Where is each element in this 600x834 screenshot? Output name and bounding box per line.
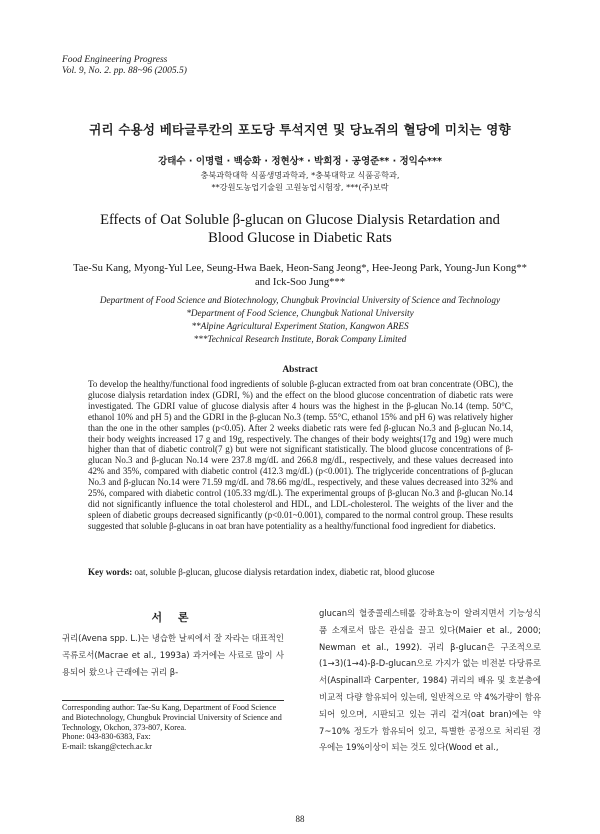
footnote-author: Corresponding author: Tae-Su Kang, Department of Food Science and Biotechnology, Chungbuk Provincial University of Science and Technology, Okchon, 373-807, Korea.: [62, 703, 282, 732]
keywords-text: oat, soluble β-glucan, glucose dialysis retardation index, diabetic rat, blood glucose: [132, 567, 435, 577]
english-title-line-2: Blood Glucose in Diabetic Rats: [208, 230, 392, 246]
abstract-heading: Abstract: [282, 365, 318, 375]
footnote-email: E-mail: tskang@ctech.ac.kr: [62, 742, 152, 752]
abstract-text: To develop the healthy/functional food ingredients of soluble β-glucan extracted from oat bran concentrate (OBC), the glucose dialysis retardation index (GDRI, %) and the effect on the blood glucose concentration of diabetic rats were investigated. The GDRI value of glucose dialysis after 4 hours was the highest in the β-glucan No.14 (temp. 50°C, ethanol 10% and pH 5) and the GDRI in the β-glucan No.3 (temp. 55°C, ethanol 15% and pH 6) was relatively higher than the one in the other samples (p<0.05). After 2 weeks diabetic rats were fed β-glucan No.3 and β-glucan No.14, their body weights increased 17 g and 19g, respectively. The changes of their body weights(17g and 19g) were much higher than that of diabetic control(7 g) but were not significant statistically. The blood glucose concentrations of β-glucan No.3 and β-glucan No.14 were 237.8 mg/dL and 266.8 mg/dL, respectively, and these values decreased into 42% and 35%, compared with diabetic control (412.3 mg/dL) (p<0.001). The triglyceride concentrations of β-glucan No.3 and β-glucan No.14 were 71.59 mg/dL and 78.66 mg/dL, respectively, and these values decreased into 32% and 25%, compared with diabetic control (105.33 mg/dL). The experimental groups of β-glucan No.3 and β-glucan No.14 did not significantly influence the total cholesterol and HDL, and LDL-cholesterol. The weights of the liver and the spleen of diabetic groups decreased significantly (p<0.01~0.001), compared to the normal control group. These results suggested that soluble β-glucans in oat bran have potentiality as a healthy/functional food ingredient for diabetics.: [88, 379, 513, 531]
keywords-label: Key words:: [88, 567, 133, 577]
journal-header: [62, 55, 187, 77]
english-affiliation-1: Department of Food Science and Biotechnology, Chungbuk Provincial University of Science and Technology: [99, 295, 501, 305]
english-affiliation-4: ***Technical Research Institute, Borak Company Limited: [193, 334, 407, 344]
keywords: [88, 567, 518, 578]
footnote-phone: Phone: 043-830-6383, Fax:: [62, 732, 151, 742]
intro-right-column: glucan의 혈중콜레스테롤 강하효능이 알려지면서 기능성식품 소재로서 많은 관심을 끌고 있다(Maier et al., 2000; Newman et al., 1992). 귀리 β-glucan은 구조적으로 (1→3)(1→4)-β-D-glucan으로 가지가 없는 비전분 다당류로서(Aspinall과 Carpenter, 1984) 귀리의 배유 및 호분층에 비교적 다량 함유되어 있는데, 일반적으로 약 4%가량이 함유되어 있으며, 시판되고 있는 귀리 겉겨(oat bran)에는 약 7~10% 정도가 함유되어 있고, 특별한 공정으로 처리된 경우에는 19%이상이 되는 것도 있다(Wood et al.,: [319, 608, 541, 753]
korean-affiliation-1: 충북과학대학 식품생명과학과, *충북대학교 식품공학과,: [200, 170, 400, 180]
korean-title: 귀리 수용성 베타글루칸의 포도당 투석지연 및 당뇨쥐의 혈당에 미치는 영향: [89, 122, 511, 137]
intro-left-column: 귀리(Avena spp. L.)는 냉습한 날씨에서 잘 자라는 대표적인 곡류로서(Macrae et al., 1993a) 과거에는 사료로 많이 사용되어 왔으나 근래에는 귀리 β-: [62, 633, 284, 677]
journal-name: Food Engineering Progress: [62, 55, 168, 65]
english-title: [0, 211, 600, 247]
english-title-line-1: Effects of Oat Soluble β-glucan on Glucose Dialysis Retardation and: [100, 212, 500, 228]
korean-affiliation-2: **강원도농업기술원 고원농업시험장, ***(주)보락: [211, 182, 389, 192]
english-affiliation-2: *Department of Food Science, Chungbuk National University: [186, 308, 414, 318]
page-number: 88: [295, 814, 305, 824]
english-affiliation-3: **Alpine Agricultural Experiment Station, Kangwon ARES: [191, 321, 409, 331]
english-authors: Tae-Su Kang, Myong-Yul Lee, Seung-Hwa Baek, Heon-Sang Jeong*, Hee-Jeong Park, Young-Jun Kong** and Ick-Soo Jung***: [73, 263, 527, 288]
corresponding-author-footnote: [62, 703, 284, 752]
korean-authors: 강태수 · 이명렬 · 백승화 · 정현상* · 박희정 · 공영준** · 정익수***: [158, 156, 442, 167]
journal-issue: Vol. 9, No. 2. pp. 88~96 (2005.5): [62, 66, 187, 76]
footnote-divider: [62, 700, 284, 701]
section-heading-introduction: 서 론: [151, 611, 195, 624]
